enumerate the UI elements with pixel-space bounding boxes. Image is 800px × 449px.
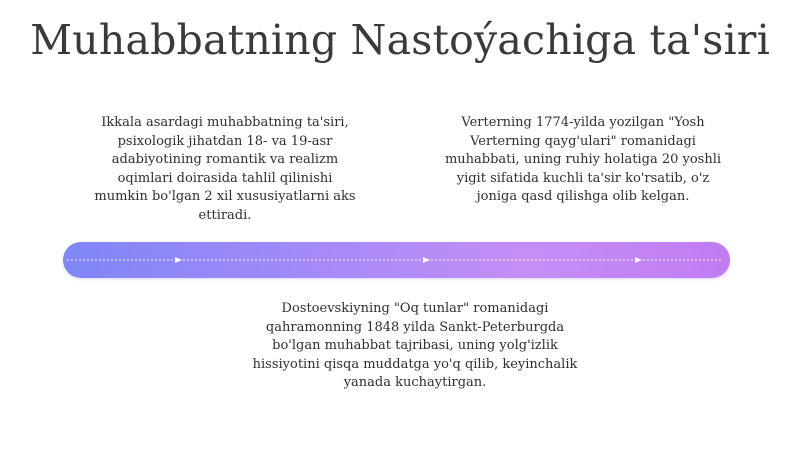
timeline-line: [63, 242, 730, 278]
text-block-right: Verterning 1774-yilda yozilgan "Yosh Verterning qayg'ulari" romanidagi muhabbati, uning ruhiy holatiga 20 yoshli yigit sifatida kuchli ta'sir ko'rsatib, o'z joniga qasd qilishga olib kelgan.: [444, 115, 722, 204]
arrow-right-icon: [635, 257, 642, 263]
text-block-bottom: Dostoevskiyning "Oq tunlar" romanidagi qahramonning 1848 yilda Sankt-Peterburgda bo'lgan muhabbat tajribasi, uning yolg'izlik hissiyotini qisqa muddatga yo'q qilib, keyinchalik yanada kuchaytirgan.: [252, 301, 578, 390]
timeline-bar: [63, 242, 730, 278]
arrow-right-icon: [423, 257, 430, 263]
page-title: Muhabbatning Nastoýachiga ta'siri: [30, 16, 770, 64]
arrow-right-icon: [175, 257, 182, 263]
text-block-left: Ikkala asardagi muhabbatning ta'siri, psixologik jihatdan 18- va 19-asr adabiyotining romantik va realizm oqimlari doirasida tahlil qilinishi mumkin bo'lgan 2 xil xususiyatlarni aks ettiradi.: [94, 115, 356, 223]
